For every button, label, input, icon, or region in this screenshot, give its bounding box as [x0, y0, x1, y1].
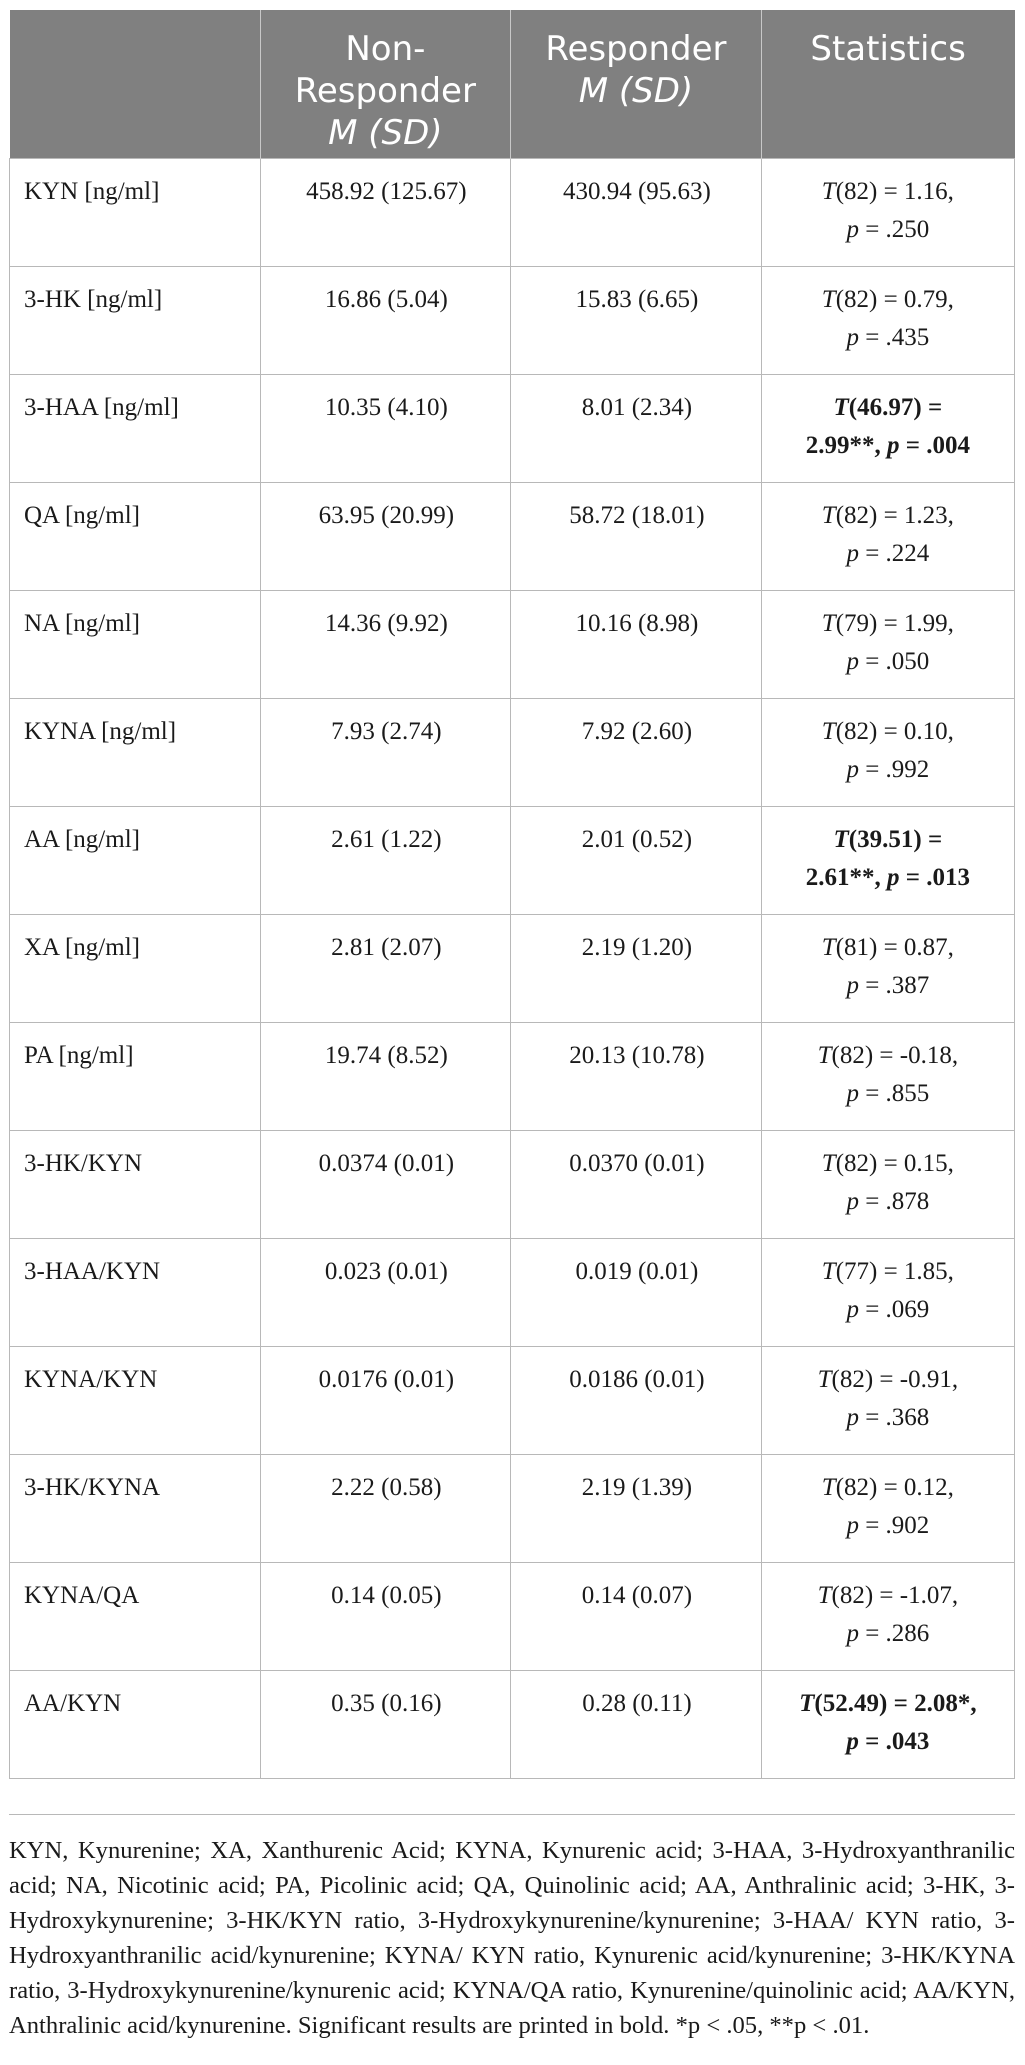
- table-row: [10, 1238, 1015, 1346]
- responder-value: 0.14 (0.07): [511, 1562, 762, 1670]
- statistics-value: [761, 1454, 1014, 1562]
- table-row: [10, 1346, 1015, 1454]
- statistic-line1: (82) = 0.12,: [835, 1473, 954, 1501]
- non-responder-value: 0.35 (0.16): [260, 1670, 511, 1778]
- statistics-value: [761, 482, 1014, 590]
- statistic-line2: p = .050: [846, 647, 930, 675]
- non-responder-value: 7.93 (2.74): [260, 698, 511, 806]
- statistics-value: [761, 1670, 1014, 1778]
- table-footnote: KYN, Kynurenine; XA, Xanthurenic Acid; KYNA, Kynurenic acid; 3-HAA, 3-Hydroxyanthranilic acid; NA, Nicotinic acid; PA, Picolinic acid; QA, Quinolinic acid; AA, Anthralinic acid; 3-HK, 3-Hydroxykynurenine; 3-HK/KYN ratio, 3-Hydroxykynurenine/kynurenine; 3-HAA/ KYN ratio, 3-Hydroxyanthranilic acid/kynurenine; KYNA/ KYN ratio, Kynurenic acid/kynurenine; 3-HK/KYNA ratio, 3-Hydroxykynurenine/kynurenic acid; KYNA/QA ratio, Kynurenine/quinolinic acid; AA/KYN, Anthralinic acid/kynurenine. Significant results are printed in bold. *p < .05, **p < .01.: [9, 1814, 1015, 2043]
- statistic-line1: (77) = 1.85,: [835, 1257, 954, 1285]
- row-label: NA [ng/ml]: [10, 590, 261, 698]
- test-statistic-symbol: T: [821, 717, 836, 745]
- statistics-value: [761, 590, 1014, 698]
- responder-value: 0.28 (0.11): [511, 1670, 762, 1778]
- table-row: [10, 806, 1015, 914]
- non-responder-value: 2.81 (2.07): [260, 914, 511, 1022]
- responder-value: 0.019 (0.01): [511, 1238, 762, 1346]
- statistics-value: [761, 1022, 1014, 1130]
- statistic-line1: (46.97) =: [848, 393, 943, 421]
- row-label: 3-HAA/KYN: [10, 1238, 261, 1346]
- table-row: [10, 698, 1015, 806]
- statistics-value: [761, 374, 1014, 482]
- table-row: [10, 482, 1015, 590]
- table-row: [10, 1562, 1015, 1670]
- responder-value: 8.01 (2.34): [511, 374, 762, 482]
- non-responder-value: 458.92 (125.67): [260, 158, 511, 266]
- table-row: [10, 914, 1015, 1022]
- responder-value: 0.0370 (0.01): [511, 1130, 762, 1238]
- non-responder-value: 2.61 (1.22): [260, 806, 511, 914]
- test-statistic-symbol: T: [821, 285, 836, 313]
- statistic-line1: (82) = 0.15,: [835, 1149, 954, 1177]
- test-statistic-symbol: T: [833, 825, 849, 853]
- statistic-line2: 2.61**, p = .013: [805, 863, 970, 891]
- responder-value: 2.19 (1.39): [511, 1454, 762, 1562]
- row-label: KYN [ng/ml]: [10, 158, 261, 266]
- statistic-line1: (82) = -0.18,: [831, 1041, 959, 1069]
- statistic-line1: (82) = -1.07,: [831, 1581, 959, 1609]
- test-statistic-symbol: T: [821, 1149, 836, 1177]
- statistics-value: [761, 266, 1014, 374]
- responder-value: 430.94 (95.63): [511, 158, 762, 266]
- statistic-line1: (82) = 1.16,: [835, 177, 954, 205]
- non-responder-value: 10.35 (4.10): [260, 374, 511, 482]
- table-row: [10, 1130, 1015, 1238]
- statistic-line2: p = .387: [846, 971, 930, 999]
- test-statistic-symbol: T: [821, 609, 836, 637]
- non-responder-value: 14.36 (9.92): [260, 590, 511, 698]
- statistic-line1: (39.51) =: [848, 825, 943, 853]
- results-table-container: [9, 10, 1015, 1779]
- non-responder-value: 19.74 (8.52): [260, 1022, 511, 1130]
- statistic-line2: p = .855: [846, 1079, 930, 1107]
- test-statistic-symbol: T: [821, 177, 836, 205]
- test-statistic-symbol: T: [817, 1365, 832, 1393]
- responder-value: 15.83 (6.65): [511, 266, 762, 374]
- statistic-line1: (82) = 0.79,: [835, 285, 954, 313]
- non-responder-value: 63.95 (20.99): [260, 482, 511, 590]
- responder-value: 58.72 (18.01): [511, 482, 762, 590]
- responder-value: 0.0186 (0.01): [511, 1346, 762, 1454]
- statistics-value: [761, 1346, 1014, 1454]
- test-statistic-symbol: T: [821, 501, 836, 529]
- row-label: 3-HK [ng/ml]: [10, 266, 261, 374]
- table-header-row: [10, 10, 1015, 158]
- table-row: [10, 1670, 1015, 1778]
- table-row: [10, 590, 1015, 698]
- header-responder: Responder M (SD): [511, 10, 762, 158]
- row-label: XA [ng/ml]: [10, 914, 261, 1022]
- statistic-line2: p = .286: [846, 1619, 930, 1647]
- row-label: KYNA/KYN: [10, 1346, 261, 1454]
- statistic-line1: (82) = 0.10,: [835, 717, 954, 745]
- table-row: [10, 1454, 1015, 1562]
- statistic-line1: (79) = 1.99,: [835, 609, 954, 637]
- statistic-line2: 2.99**, p = .004: [805, 431, 970, 459]
- statistics-value: [761, 1238, 1014, 1346]
- non-responder-value: 0.14 (0.05): [260, 1562, 511, 1670]
- header-variable: [10, 10, 261, 158]
- row-label: 3-HAA [ng/ml]: [10, 374, 261, 482]
- header-non-responder: Non- Responder M (SD): [260, 10, 511, 158]
- row-label: 3-HK/KYNA: [10, 1454, 261, 1562]
- responder-value: 20.13 (10.78): [511, 1022, 762, 1130]
- non-responder-value: 0.023 (0.01): [260, 1238, 511, 1346]
- non-responder-value: 0.0374 (0.01): [260, 1130, 511, 1238]
- non-responder-value: 0.0176 (0.01): [260, 1346, 511, 1454]
- test-statistic-symbol: T: [799, 1689, 815, 1717]
- test-statistic-symbol: T: [821, 1257, 836, 1285]
- statistic-line1: (81) = 0.87,: [835, 933, 954, 961]
- table-row: [10, 158, 1015, 266]
- statistic-line2: p = .250: [846, 215, 930, 243]
- statistic-line1: (82) = -0.91,: [831, 1365, 959, 1393]
- test-statistic-symbol: T: [817, 1581, 832, 1609]
- responder-value: 7.92 (2.60): [511, 698, 762, 806]
- statistics-value: [761, 1130, 1014, 1238]
- statistic-line2: p = .368: [846, 1403, 930, 1431]
- test-statistic-symbol: T: [821, 933, 836, 961]
- test-statistic-symbol: T: [833, 393, 849, 421]
- statistics-value: [761, 1562, 1014, 1670]
- test-statistic-symbol: T: [817, 1041, 832, 1069]
- non-responder-value: 2.22 (0.58): [260, 1454, 511, 1562]
- statistic-line1: (82) = 1.23,: [835, 501, 954, 529]
- statistic-line1: (52.49) = 2.08*,: [814, 1689, 977, 1717]
- statistic-line2: p = .902: [846, 1511, 930, 1539]
- row-label: 3-HK/KYN: [10, 1130, 261, 1238]
- non-responder-value: 16.86 (5.04): [260, 266, 511, 374]
- statistics-value: [761, 914, 1014, 1022]
- statistic-line2: p = .435: [846, 323, 930, 351]
- statistic-line2: p = .069: [846, 1295, 930, 1323]
- results-table: [9, 10, 1015, 1779]
- table-row: [10, 1022, 1015, 1130]
- header-statistics: Statistics: [761, 10, 1014, 158]
- statistic-line2: p = .878: [846, 1187, 930, 1215]
- table-row: [10, 374, 1015, 482]
- statistics-value: [761, 698, 1014, 806]
- statistics-value: [761, 158, 1014, 266]
- row-label: KYNA/QA: [10, 1562, 261, 1670]
- row-label: PA [ng/ml]: [10, 1022, 261, 1130]
- responder-value: 2.01 (0.52): [511, 806, 762, 914]
- statistics-value: [761, 806, 1014, 914]
- test-statistic-symbol: T: [821, 1473, 836, 1501]
- row-label: KYNA [ng/ml]: [10, 698, 261, 806]
- row-label: AA [ng/ml]: [10, 806, 261, 914]
- statistic-line2: p = .224: [846, 539, 930, 567]
- responder-value: 10.16 (8.98): [511, 590, 762, 698]
- row-label: QA [ng/ml]: [10, 482, 261, 590]
- statistic-line2: p = .992: [846, 755, 930, 783]
- responder-value: 2.19 (1.20): [511, 914, 762, 1022]
- statistic-line2: p = .043: [846, 1727, 930, 1755]
- row-label: AA/KYN: [10, 1670, 261, 1778]
- table-row: [10, 266, 1015, 374]
